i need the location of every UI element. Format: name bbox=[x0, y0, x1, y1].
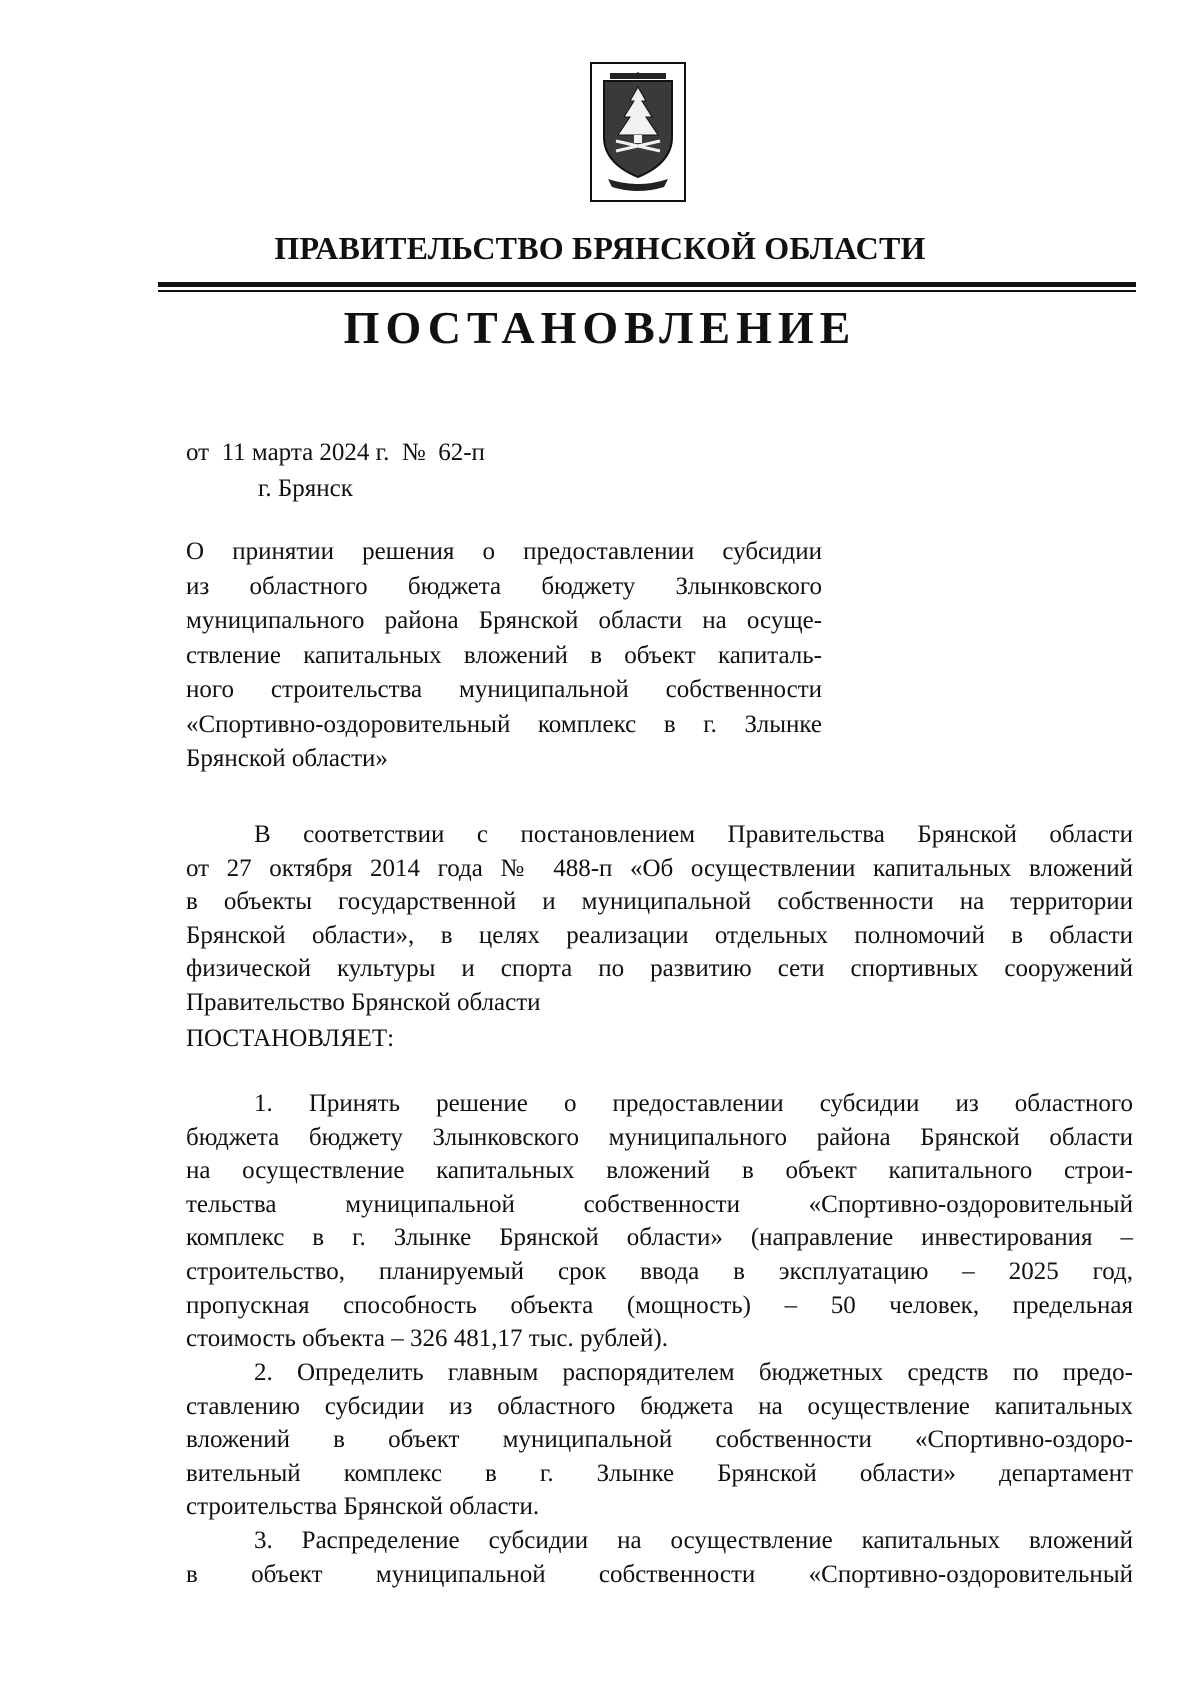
item-2-line: 2. Определить главным распорядителем бюджетных средств по предо- bbox=[254, 1359, 1133, 1386]
item-1-line: строительство, планируемый срок ввода в эксплуатацию – 2025 год, bbox=[186, 1257, 1133, 1285]
preamble-line: физической культуры и спорта по развитию сети спортивных сооружений bbox=[186, 955, 1133, 983]
item-2-line: вительный комплекс в г. Злынке Брянской области» департамент bbox=[186, 1459, 1133, 1487]
bryansk-coat-of-arms-icon bbox=[600, 71, 676, 193]
item-2-line: строительства Брянской области. bbox=[186, 1493, 540, 1521]
preamble-line: В соответствии с постановлением Правительства Брянской области bbox=[254, 821, 1133, 848]
document-subject bbox=[186, 535, 822, 777]
preamble-line: в объекты государственной и муниципальной собственности на территории bbox=[186, 888, 1133, 916]
item-2-line: ставлению субсидии из областного бюджета на осуществление капитальных bbox=[186, 1392, 1133, 1420]
government-title: ПРАВИТЕЛЬСТВО БРЯНСКОЙ ОБЛАСТИ bbox=[274, 230, 926, 266]
preamble-line: Правительство Брянской области bbox=[186, 988, 541, 1016]
item-1-line: стоимость объекта – 326 481,17 тыс. рублей). bbox=[186, 1325, 668, 1353]
subject-line: ного строительства муниципальной собственности bbox=[186, 676, 822, 703]
subject-line: ствление капитальных вложений в объект капиталь- bbox=[186, 641, 822, 669]
document-city: г. Брянск bbox=[258, 475, 353, 502]
item-3-paragraph bbox=[186, 1524, 1133, 1591]
subject-line: муниципального района Брянской области на осуще- bbox=[186, 607, 822, 634]
item-2-line: вложений в объект муниципальной собственности «Спортивно-оздоро- bbox=[186, 1426, 1133, 1454]
item-3-line: в объект муниципальной собственности «Спортивно-оздоровительный bbox=[186, 1560, 1133, 1588]
decree-word: ПОСТАНОВЛЯЕТ: bbox=[186, 1025, 395, 1052]
item-2-paragraph bbox=[186, 1356, 1133, 1524]
item-1-line: на осуществление капитальных вложений в объект капитального строи- bbox=[186, 1157, 1133, 1185]
preamble-line: Брянской области», в целях реализации отдельных полномочий в области bbox=[186, 921, 1133, 949]
preamble-paragraph bbox=[186, 818, 1133, 1020]
item-3-line: 3. Распределение субсидии на осуществление капитальных вложений bbox=[254, 1527, 1133, 1554]
item-1-paragraph bbox=[186, 1087, 1133, 1356]
item-1-line: комплекс в г. Злынке Брянской области» (направление инвестирования – bbox=[186, 1224, 1133, 1252]
item-1-line: тельства муниципальной собственности «Спортивно-оздоровительный bbox=[186, 1190, 1133, 1218]
item-1-line: бюджета бюджету Злынковского муниципального района Брянской области bbox=[186, 1123, 1133, 1151]
header-rule-thin bbox=[158, 290, 1136, 292]
preamble-line: от 27 октября 2014 года № 488-п «Об осуществлении капитальных вложений bbox=[186, 854, 1133, 882]
emblem-frame bbox=[590, 62, 686, 202]
subject-line: из областного бюджета бюджету Злынковского bbox=[186, 572, 822, 600]
subject-line: «Спортивно-оздоровительный комплекс в г. Злынке bbox=[186, 710, 822, 738]
document-date-number: от 11 марта 2024 г. № 62-п bbox=[186, 439, 485, 466]
document-type-title: ПОСТАНОВЛЕНИЕ bbox=[343, 302, 857, 353]
item-1-line: 1. Принять решение о предоставлении субсидии из областного bbox=[254, 1090, 1133, 1117]
subject-line: Брянской области» bbox=[186, 745, 388, 772]
header-rule-thick bbox=[158, 282, 1136, 287]
subject-line: О принятии решения о предоставлении субсидии bbox=[186, 538, 822, 565]
item-1-line: пропускная способность объекта (мощность) – 50 человек, предельная bbox=[186, 1291, 1133, 1319]
